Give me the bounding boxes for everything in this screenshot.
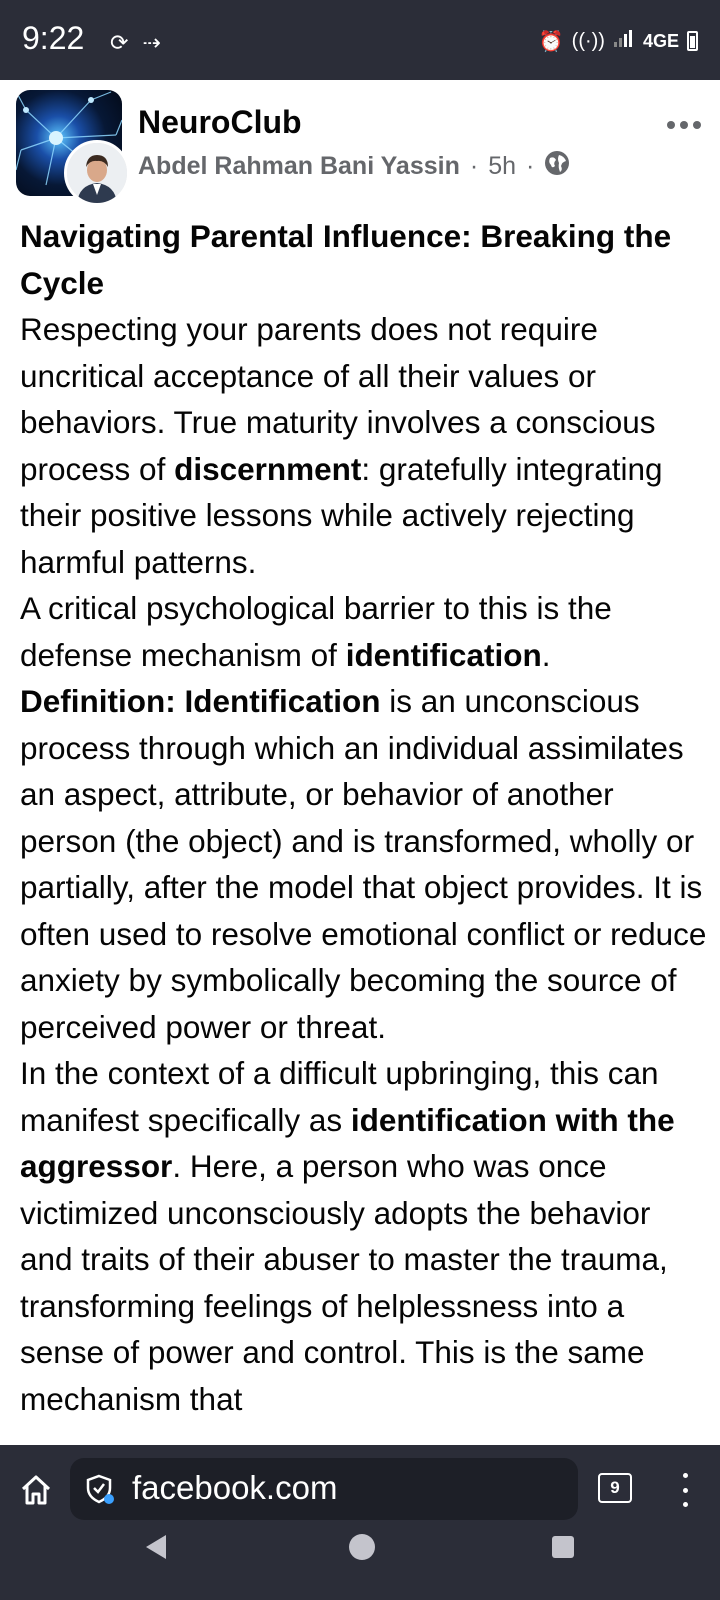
- back-icon[interactable]: [146, 1535, 166, 1559]
- alarm-icon: ⏰: [538, 30, 564, 53]
- signal-icon: [613, 28, 635, 54]
- recents-icon[interactable]: [552, 1536, 574, 1558]
- system-nav-bar: [0, 1510, 720, 1600]
- tab-switcher-button[interactable]: 9: [598, 1473, 632, 1503]
- meta-separator: ·: [526, 152, 535, 180]
- status-bar: [0, 0, 720, 80]
- author-avatar[interactable]: [64, 140, 130, 206]
- status-left-icons: [110, 30, 161, 56]
- more-options-icon[interactable]: [662, 110, 706, 140]
- post-title: Navigating Parental Influence: Breaking the Cycle: [20, 218, 672, 301]
- network-type: 4GE: [642, 30, 679, 51]
- url-text[interactable]: facebook.com: [132, 1469, 338, 1506]
- post-paragraph: A critical psychological barrier to this is the defense mechanism of identification.: [20, 590, 612, 673]
- post-paragraph: Respecting your parents does not require uncritical acceptance of all their values or behaviors. True maturity involves a conscious process of discernment: gratefully integrating their positive lessons while actively rejecting harmful patterns.: [20, 311, 663, 580]
- clock: 9:22: [22, 20, 85, 56]
- browser-menu-icon[interactable]: [675, 1473, 695, 1507]
- post-time[interactable]: 5h: [488, 152, 517, 180]
- group-name[interactable]: NeuroClub: [138, 104, 302, 140]
- home-icon[interactable]: [18, 1472, 54, 1508]
- hotspot-icon: ((·)): [571, 29, 605, 52]
- sync-icon: ⟳: [110, 30, 129, 55]
- battery-icon: [687, 31, 698, 51]
- post-body: [20, 213, 710, 1445]
- author-name[interactable]: Abdel Rahman Bani Yassin: [138, 152, 460, 180]
- status-right-icons: [539, 28, 698, 54]
- security-shield-icon[interactable]: [84, 1473, 116, 1505]
- globe-icon: [544, 150, 570, 183]
- meta-separator: ·: [469, 152, 479, 180]
- post-paragraph: Definition: Identification is an unconscious process through which an individual assimilates an aspect, attribute, or behavior of another person (the object) and is transformed, wholly or partially, after the model that object provides. It is often used to resolve emotional conflict or reduce anxiety by symbolically becoming the source of perceived power or threat.: [20, 683, 707, 1045]
- post-paragraph: In the context of a difficult upbringing, this can manifest specifically as identification with the aggressor. Here, a person who was once victimized unconsciously adopts the behavior and traits of their abuser to master the trauma, transforming feelings of helplessness into a sense of power and control. This is the same mechanism that: [20, 1055, 675, 1417]
- home-circle-icon[interactable]: [349, 1534, 375, 1560]
- post-meta: [138, 150, 570, 183]
- data-transfer-icon: ⇢: [142, 30, 161, 55]
